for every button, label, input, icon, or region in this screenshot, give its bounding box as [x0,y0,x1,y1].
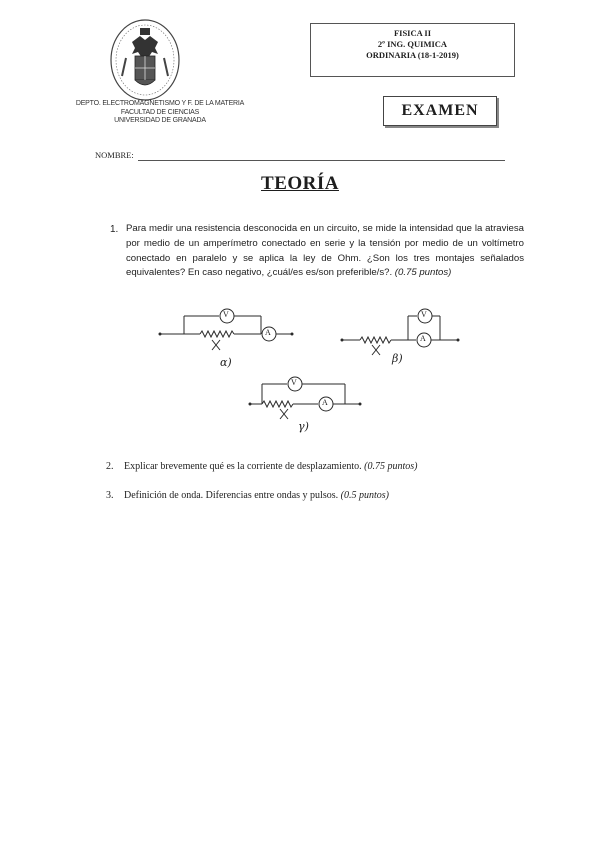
circuit-alpha-label: α) [220,356,232,369]
question-2-number: 2. [106,461,114,472]
ammeter-symbol: A [322,398,328,407]
name-label: NOMBRE: [95,150,134,160]
university-crest-icon [108,18,182,102]
question-3-body: Definición de onda. Diferencias entre ondas y pulsos. [124,490,339,501]
voltmeter-symbol: V [421,310,427,319]
degree-name: 2º ING. QUIMICA [377,39,448,49]
course-name: FISICA II [393,28,432,38]
voltmeter-symbol: V [223,310,229,319]
course-info-box [310,23,515,77]
question-3-points: (0.5 puntos) [340,490,389,501]
circuit-gamma-label: γ) [298,420,309,433]
name-field-line[interactable] [138,160,505,161]
ammeter-symbol: A [420,334,426,343]
department-block [70,100,250,126]
question-1-points: (0.75 puntos) [394,267,452,279]
question-1-text [126,222,524,281]
question-3-number: 3. [106,490,114,501]
circuit-beta [342,309,458,355]
department-line: DEPTO. ELECTROMAGNETISMO Y F. DE LA MATERIA [75,100,245,107]
voltmeter-symbol: V [291,378,297,387]
question-2-points: (0.75 puntos) [364,461,418,472]
question-1-body: Para medir una resistencia desconocida en un circuito, se mide la intensidad que la atraviesa por medio de un amperímetro conectado en serie y la tensión por medio de un voltímetro conectado en paralelo y se aplica la ley de Ohm. ¿Son los tres montajes señalados equivalentes? En caso negativo, ¿cuál/es es/son preferible/s?. [126,223,524,279]
question-2-text [124,461,418,472]
exam-label-box [383,96,497,126]
question-1-number: 1. [110,224,119,235]
university-line: UNIVERSIDAD DE GRANADA [114,117,206,124]
ammeter-symbol: A [265,328,271,337]
exam-label: EXAMEN [401,102,479,119]
question-3-text [124,490,389,501]
faculty-line: FACULTAD DE CIENCIAS [120,108,200,116]
circuit-gamma [250,377,360,419]
session-date: ORDINARIA (18-1-2019) [366,50,459,60]
circuit-beta-label: β) [392,352,403,365]
question-2-body: Explicar brevemente qué es la corriente de desplazamiento. [124,461,362,472]
section-title: TEORÍA [261,173,339,194]
